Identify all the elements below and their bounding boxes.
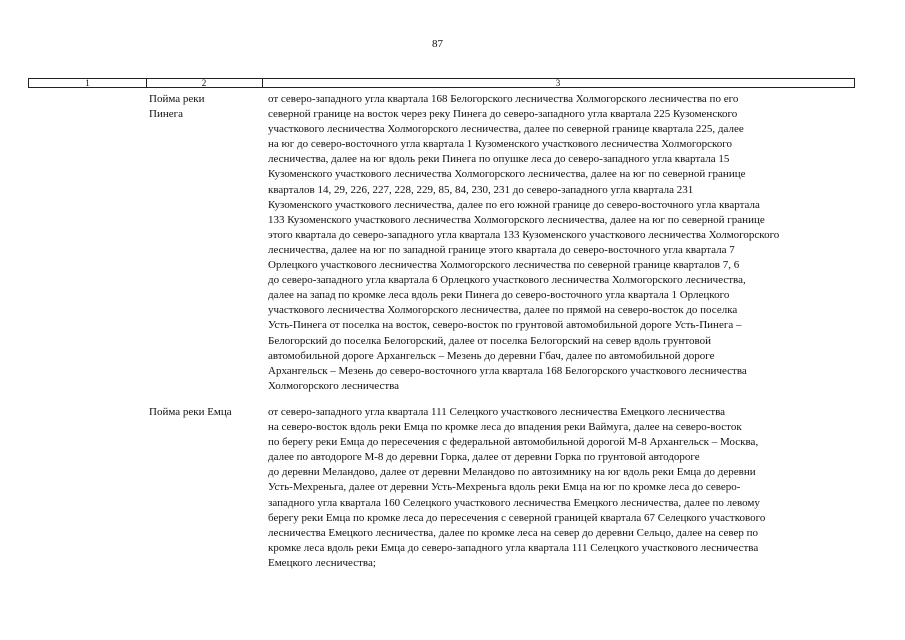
- description-line: западного угла квартала 160 Селецкого участкового лесничества Емецкого лесничества, далее по левому: [268, 496, 760, 509]
- row-name-line: Пойма реки Емца: [149, 406, 232, 418]
- row-name-line: Пинега: [149, 108, 183, 120]
- description-line: от северо-западного угла квартала 168 Белогорского лесничества Холмогорского лесничества по его: [268, 93, 739, 105]
- description-line: Кузоменского участкового лесничества, далее по его южной границе до северо-восточного угла квартала: [268, 198, 760, 211]
- description-line: далее по автодороге М-8 до деревни Горка, далее от деревни Горка по грунтовой автодороге: [268, 451, 700, 464]
- description-line: участкового лесничества Холмогорского лесничества, далее по прямой на северо-восток до поселка: [268, 304, 738, 317]
- description-line: Кузоменского участкового лесничества Холмогорского лесничества, далее на юг по северной границе: [268, 168, 746, 181]
- description-line: Усть-Пинега от поселка на восток, северо-восток по грунтовой автомобильной дороге Усть-Пинега –: [268, 319, 742, 332]
- description-line: лесничества, далее на юг по западной границе этого квартала до северо-восточного угла квартала 7: [268, 243, 735, 256]
- description-line: Емецкого лесничества;: [268, 556, 376, 569]
- description-line: до северо-западного угла квартала 6 Орлецкого участкового лесничества Холмогорского лесничества,: [268, 274, 746, 287]
- description-line: этого квартала до северо-западного угла квартала 133 Кузоменского участкового лесничества Холмогорского: [268, 228, 780, 241]
- column-number-2: 2: [146, 79, 263, 87]
- description-line: берегу реки Емца по кромке леса до пересечения с северной границей квартала 67 Селецкого участкового: [268, 511, 766, 524]
- description-line: лесничества Емецкого лесничества, далее по кромке леса на север до деревни Сельцо, далее на север по: [268, 526, 758, 539]
- column-number-1: 1: [29, 79, 147, 87]
- description-line: на северо-восток вдоль реки Емца по кромке леса до впадения реки Ваймуга, далее на северо-восток: [268, 421, 742, 434]
- description-line: кромке леса вдоль реки Емца до северо-западного угла квартала 111 Селецкого участкового лесничества: [268, 541, 759, 554]
- row-name-line: Пойма реки: [149, 93, 205, 105]
- table-header-row: [28, 78, 855, 88]
- description-line: Архангельск – Мезень до северо-восточного угла квартала 168 Белогорского участкового лесничества: [268, 364, 747, 377]
- description-line: от северо-западного угла квартала 111 Селецкого участкового лесничества Емецкого лесничества: [268, 406, 726, 418]
- description-line: на юг до северо-восточного угла квартала 1 Кузоменского участкового лесничества Холмогорского: [268, 138, 732, 151]
- description-line: Холмогорского лесничества: [268, 379, 400, 392]
- description-line: Белогорский до поселка Белогорский, далее от поселка Белогорский на север вдоль грунтовой: [268, 334, 712, 347]
- row-description-pinega: [268, 92, 779, 394]
- description-line: кварталов 14, 29, 226, 227, 228, 229, 85, 84, 230, 231 до северо-западного угла квартала 231: [268, 183, 694, 196]
- row-name-pinega: [149, 92, 204, 122]
- row-description-emtsa: [268, 405, 765, 571]
- column-number-3: 3: [555, 78, 561, 88]
- description-line: до деревни Меландово, далее от деревни Меландово по автозимнику на юг вдоль реки Емца до деревни: [268, 466, 756, 479]
- description-line: Усть-Мехреньга, далее от деревни Усть-Мехреньга вдоль реки Емца на юг по кромке леса до северо-: [268, 481, 741, 494]
- description-line: по берегу реки Емца до пересечения с федеральной автомобильной дорогой М-8 Архангельск – Москва,: [268, 436, 759, 449]
- description-line: автомобильной дороге Архангельск – Мезень до деревни Гбач, далее по автомобильной дороге: [268, 349, 715, 362]
- description-line: Орлецкого участкового лесничества Холмогорского лесничества по северной границе кварталов 7, 6: [268, 259, 740, 272]
- description-line: далее на запад по кромке леса вдоль реки Пинега до северо-восточного угла квартала 1 Орлецкого: [268, 289, 730, 302]
- page-number: 87: [432, 38, 443, 50]
- row-name-emtsa: [149, 405, 232, 420]
- description-line: лесничества, далее на юг вдоль реки Пинега по опушке леса до северо-западного угла квартала 15: [268, 153, 730, 166]
- description-line: участкового лесничества Холмогорского лесничества, далее по северной границе квартала 225, далее: [268, 123, 744, 136]
- description-line: 133 Кузоменского участкового лесничества Холмогорского лесничества, далее на юг по северной границе: [268, 213, 765, 226]
- description-line: северной границе на восток через реку Пинега до северо-западного угла квартала 225 Кузоменского: [268, 108, 738, 121]
